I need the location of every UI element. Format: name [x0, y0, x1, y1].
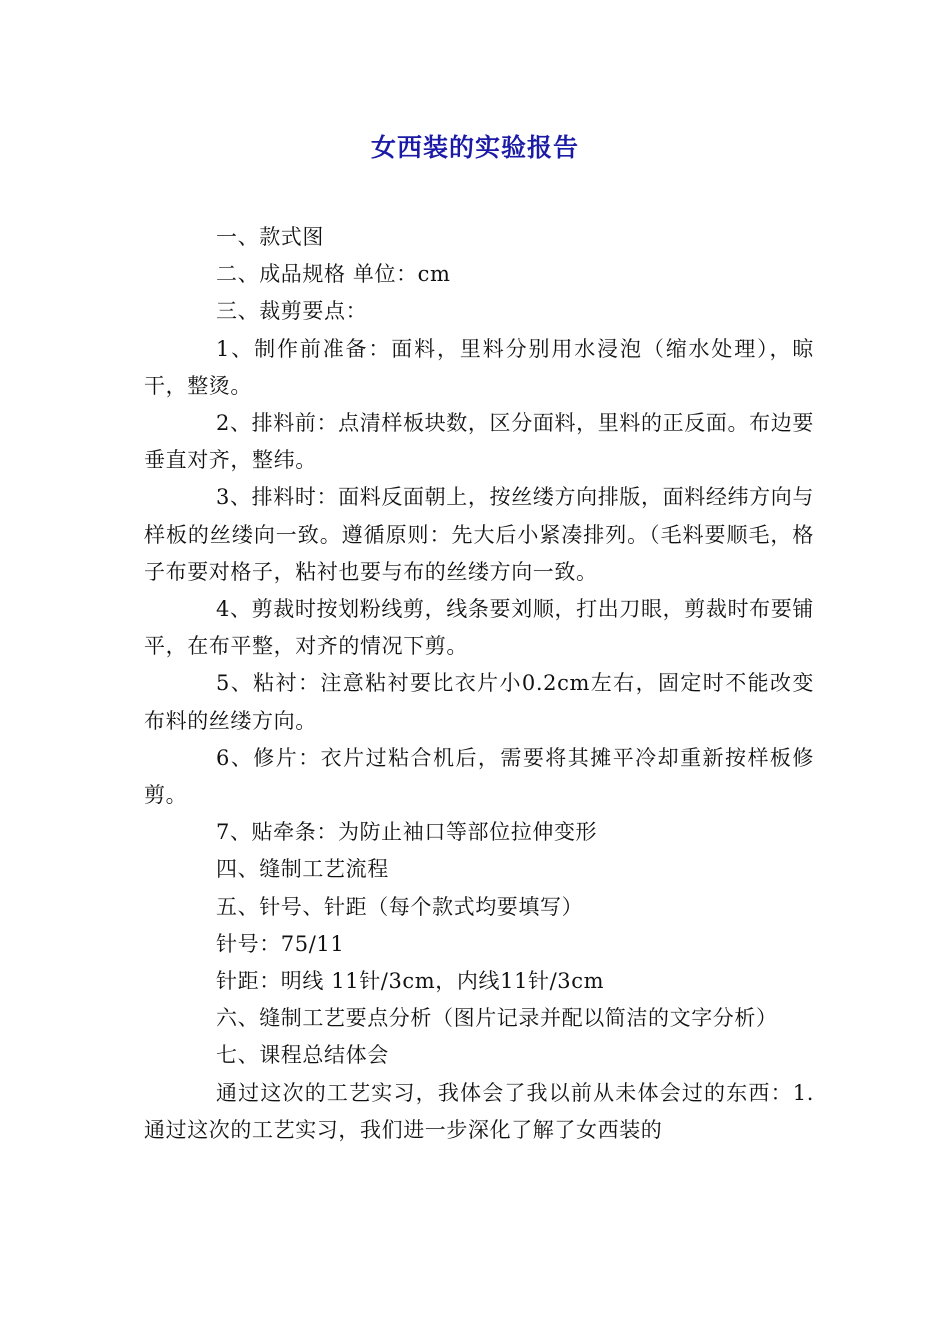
section-heading-summary: 七、课程总结体会 [216, 1043, 389, 1068]
cutting-point-2: 2、排料前：点清样板块数，区分面料，里料的正反面。布边要垂直对齐，整纬。 [144, 411, 814, 473]
section-heading-specs: 二、成品规格 单位：cm [216, 262, 451, 287]
section-heading-sewing-analysis: 六、缝制工艺要点分析（图片记录并配以简洁的文字分析） [216, 1006, 778, 1031]
summary-paragraph: 通过这次的工艺实习，我体会了我以前从未体会过的东西：1.通过这次的工艺实习，我们进一步深化了解了女西装的 [144, 1080, 814, 1142]
section-heading-needle: 五、针号、针距（每个款式均要填写） [216, 894, 584, 919]
needle-size: 针号：75/11 [216, 931, 345, 956]
section-heading-cutting: 三、裁剪要点： [216, 299, 368, 324]
cutting-point-5: 5、粘衬：注意粘衬要比衣片小0.2cm左右，固定时不能改变布料的丝缕方向。 [144, 671, 814, 733]
cutting-point-4: 4、剪裁时按划粉线剪，线条要刘顺，打出刀眼，剪裁时布要铺平，在布平整，对齐的情况下剪。 [144, 597, 814, 659]
cutting-point-6: 6、修片：衣片过粘合机后，需要将其摊平冷却重新按样板修剪。 [144, 745, 814, 808]
document-title: 女西装的实验报告 [370, 133, 579, 162]
section-heading-sewing-process: 四、缝制工艺流程 [216, 857, 389, 882]
section-heading-style-drawing: 一、款式图 [216, 225, 324, 249]
document-body [144, 219, 814, 1149]
stitch-length: 针距：明线 11针/3cm，内线11针/3cm [216, 969, 605, 994]
cutting-point-1: 1、制作前准备：面料，里料分别用水浸泡（缩水处理），晾干，整烫。 [144, 336, 814, 398]
cutting-point-7: 7、贴牵条：为防止袖口等部位拉伸变形 [216, 820, 598, 845]
cutting-point-3: 3、排料时：面料反面朝上，按丝缕方向排版，面料经纬方向与样板的丝缕向一致。遵循原则：先大后小紧凑排列。（毛料要顺毛，格子布要对格子，粘衬也要与布的丝缕方向一致。 [144, 485, 814, 584]
